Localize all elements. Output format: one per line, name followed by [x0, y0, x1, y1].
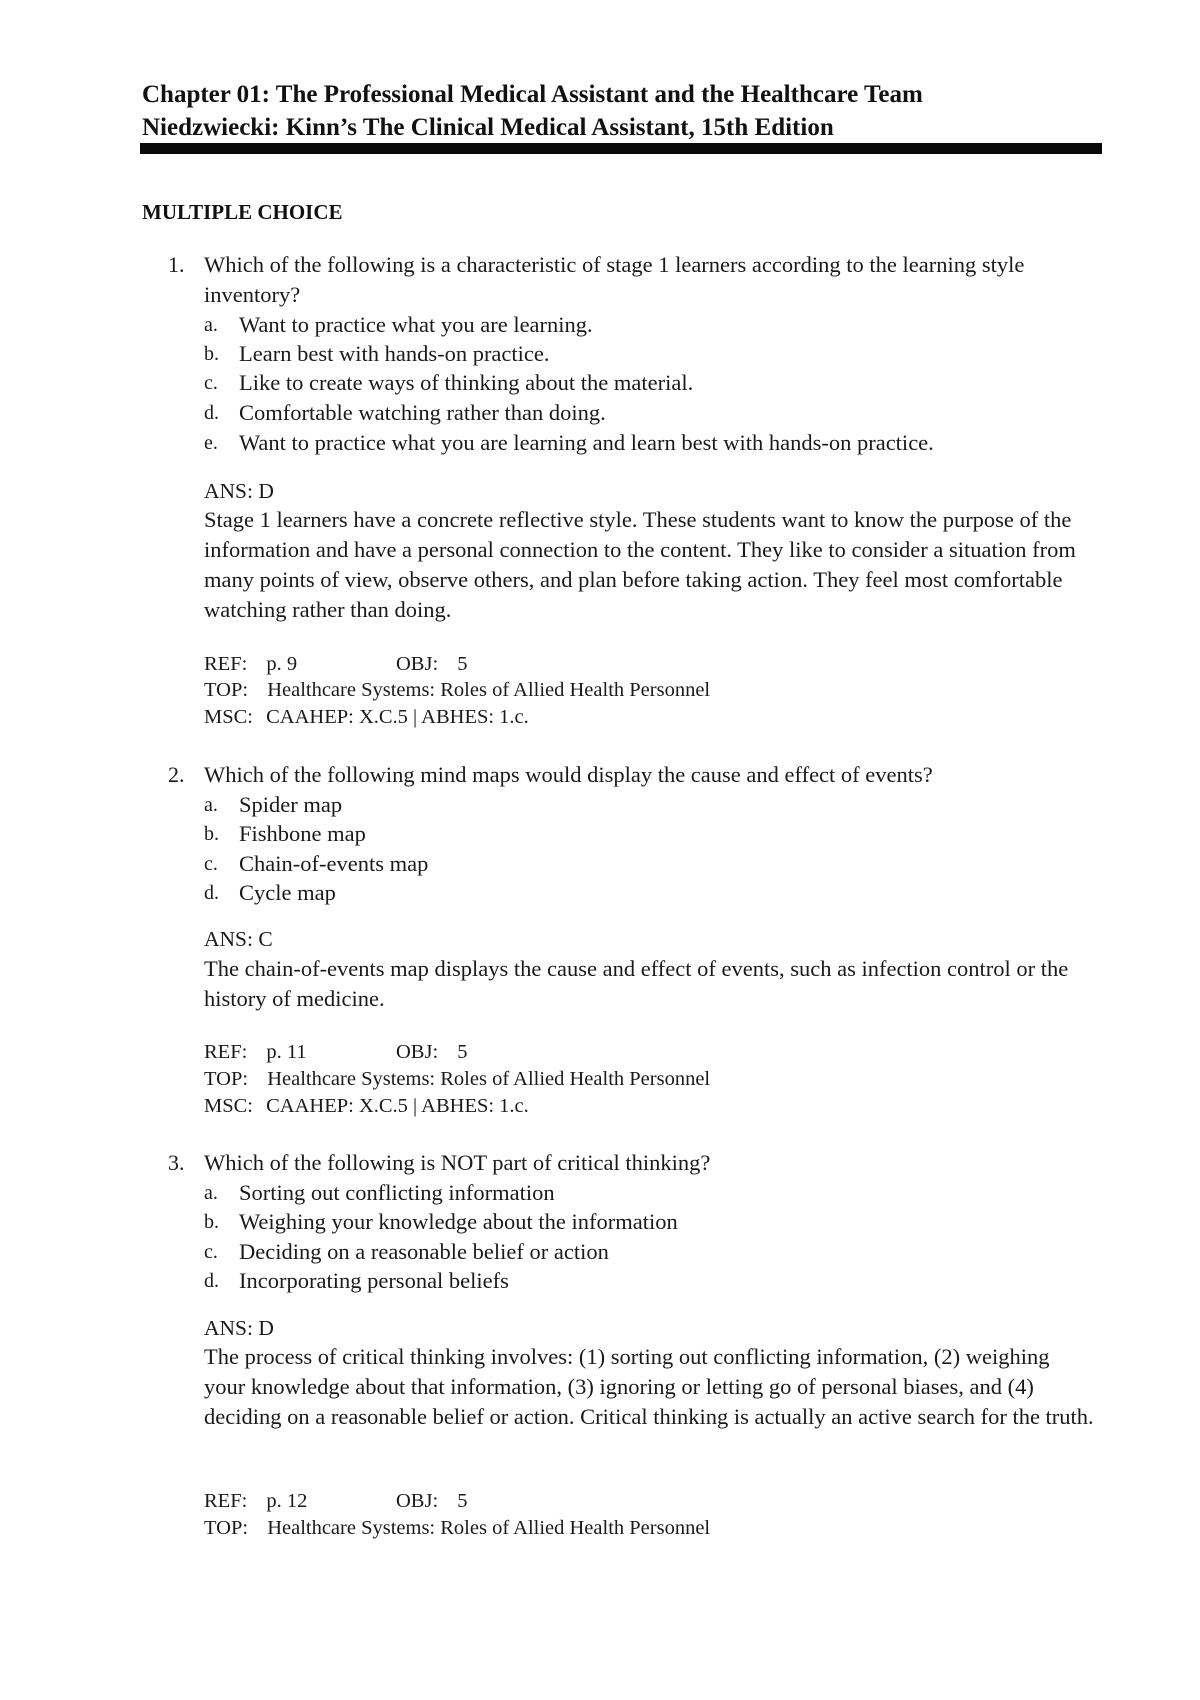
rationale: The chain-of-events map displays the cause and effect of events, such as infection control or the history of medicine.	[204, 956, 1069, 1011]
ref-label: REF:	[204, 653, 248, 675]
ref-value: p. 12	[266, 1490, 308, 1512]
ref-line	[204, 1039, 468, 1066]
top-value: Healthcare Systems: Roles of Allied Health Personnel	[267, 679, 711, 701]
option-letter: b.	[204, 343, 219, 365]
option-text: Learn best with hands-on practice.	[239, 341, 550, 366]
option-text: Incorporating personal beliefs	[239, 1268, 509, 1293]
obj-label: OBJ:	[396, 653, 439, 675]
msc-value: CAAHEP: X.C.5 | ABHES: 1.c.	[266, 706, 529, 728]
obj-value: 5	[457, 653, 468, 675]
answer: ANS: D	[204, 479, 274, 503]
ref-line	[204, 1488, 468, 1515]
msc-label: MSC:	[204, 1095, 253, 1117]
chapter-title: Chapter 01: The Professional Medical Assistant and the Healthcare Team	[142, 81, 923, 108]
section-title: MULTIPLE CHOICE	[142, 200, 343, 224]
rationale: Stage 1 learners have a concrete reflective style. These students want to know the purpose of the information and have a personal connection to the content. They like to consider a situation from many points of view, observe others, and plan before taking action. They feel most comfortable watching rather than doing.	[204, 507, 1076, 622]
top-label: TOP:	[204, 1068, 249, 1090]
option-text: Deciding on a reasonable belief or action	[239, 1239, 609, 1264]
header-rule	[140, 143, 1102, 154]
option-text: Want to practice what you are learning.	[239, 312, 593, 337]
option-letter: b.	[204, 1211, 219, 1233]
rationale: The process of critical thinking involves: (1) sorting out conflicting information, (2) weighing your knowledge about that information, (3) ignoring or letting go of personal biases, and (4) deciding on a reasonable belief or action. Critical thinking is actually an active search for the truth.	[204, 1344, 1094, 1429]
option-text: Want to practice what you are learning and learn best with hands-on practice.	[239, 430, 934, 455]
option-letter: c.	[204, 1241, 218, 1263]
ref-label: REF:	[204, 1490, 248, 1512]
option-letter: e.	[204, 432, 218, 454]
option-letter: c.	[204, 853, 218, 875]
option-text: Like to create ways of thinking about the material.	[239, 370, 694, 395]
option-letter: c.	[204, 372, 218, 394]
top-value: Healthcare Systems: Roles of Allied Health Personnel	[267, 1068, 711, 1090]
ref-value: p. 11	[266, 1041, 307, 1063]
ref-value: p. 9	[266, 653, 298, 675]
answer: ANS: D	[204, 1316, 274, 1340]
option-text: Fishbone map	[239, 821, 366, 846]
msc-line	[204, 1093, 529, 1120]
ref-line	[204, 651, 468, 678]
question-text: Which of the following is a characteristic of stage 1 learners according to the learning style inventory?	[204, 252, 1025, 307]
option-letter: d.	[204, 402, 219, 424]
obj-value: 5	[457, 1490, 468, 1512]
msc-label: MSC:	[204, 706, 253, 728]
obj-group	[396, 1039, 468, 1066]
answer: ANS: C	[204, 927, 273, 951]
option-text: Cycle map	[239, 880, 336, 905]
option-text: Spider map	[239, 792, 343, 817]
obj-group	[396, 1488, 468, 1515]
question-number: 1.	[168, 252, 185, 277]
option-text: Chain-of-events map	[239, 851, 429, 876]
question-number: 2.	[168, 762, 185, 787]
question-text: Which of the following is NOT part of critical thinking?	[204, 1150, 711, 1175]
obj-label: OBJ:	[396, 1490, 439, 1512]
top-line	[204, 1515, 710, 1542]
msc-line	[204, 704, 529, 731]
book-title: Niedzwiecki: Kinn’s The Clinical Medical Assistant, 15th Edition	[142, 114, 834, 141]
option-letter: a.	[204, 794, 218, 816]
option-letter: a.	[204, 1182, 218, 1204]
option-letter: d.	[204, 882, 219, 904]
option-letter: d.	[204, 1270, 219, 1292]
top-label: TOP:	[204, 679, 249, 701]
ref-label: REF:	[204, 1041, 248, 1063]
option-text: Sorting out conflicting information	[239, 1180, 555, 1205]
option-letter: a.	[204, 314, 218, 336]
option-text: Weighing your knowledge about the information	[239, 1209, 678, 1234]
question-number: 3.	[168, 1150, 185, 1175]
option-letter: b.	[204, 823, 219, 845]
document-header	[142, 78, 1100, 144]
msc-value: CAAHEP: X.C.5 | ABHES: 1.c.	[266, 1095, 529, 1117]
obj-value: 5	[457, 1041, 468, 1063]
top-line	[204, 1066, 710, 1093]
top-value: Healthcare Systems: Roles of Allied Health Personnel	[267, 1517, 711, 1539]
option-text: Comfortable watching rather than doing.	[239, 400, 606, 425]
obj-label: OBJ:	[396, 1041, 439, 1063]
question-text: Which of the following mind maps would display the cause and effect of events?	[204, 762, 933, 787]
top-label: TOP:	[204, 1517, 249, 1539]
top-line	[204, 677, 710, 704]
obj-group	[396, 651, 468, 678]
